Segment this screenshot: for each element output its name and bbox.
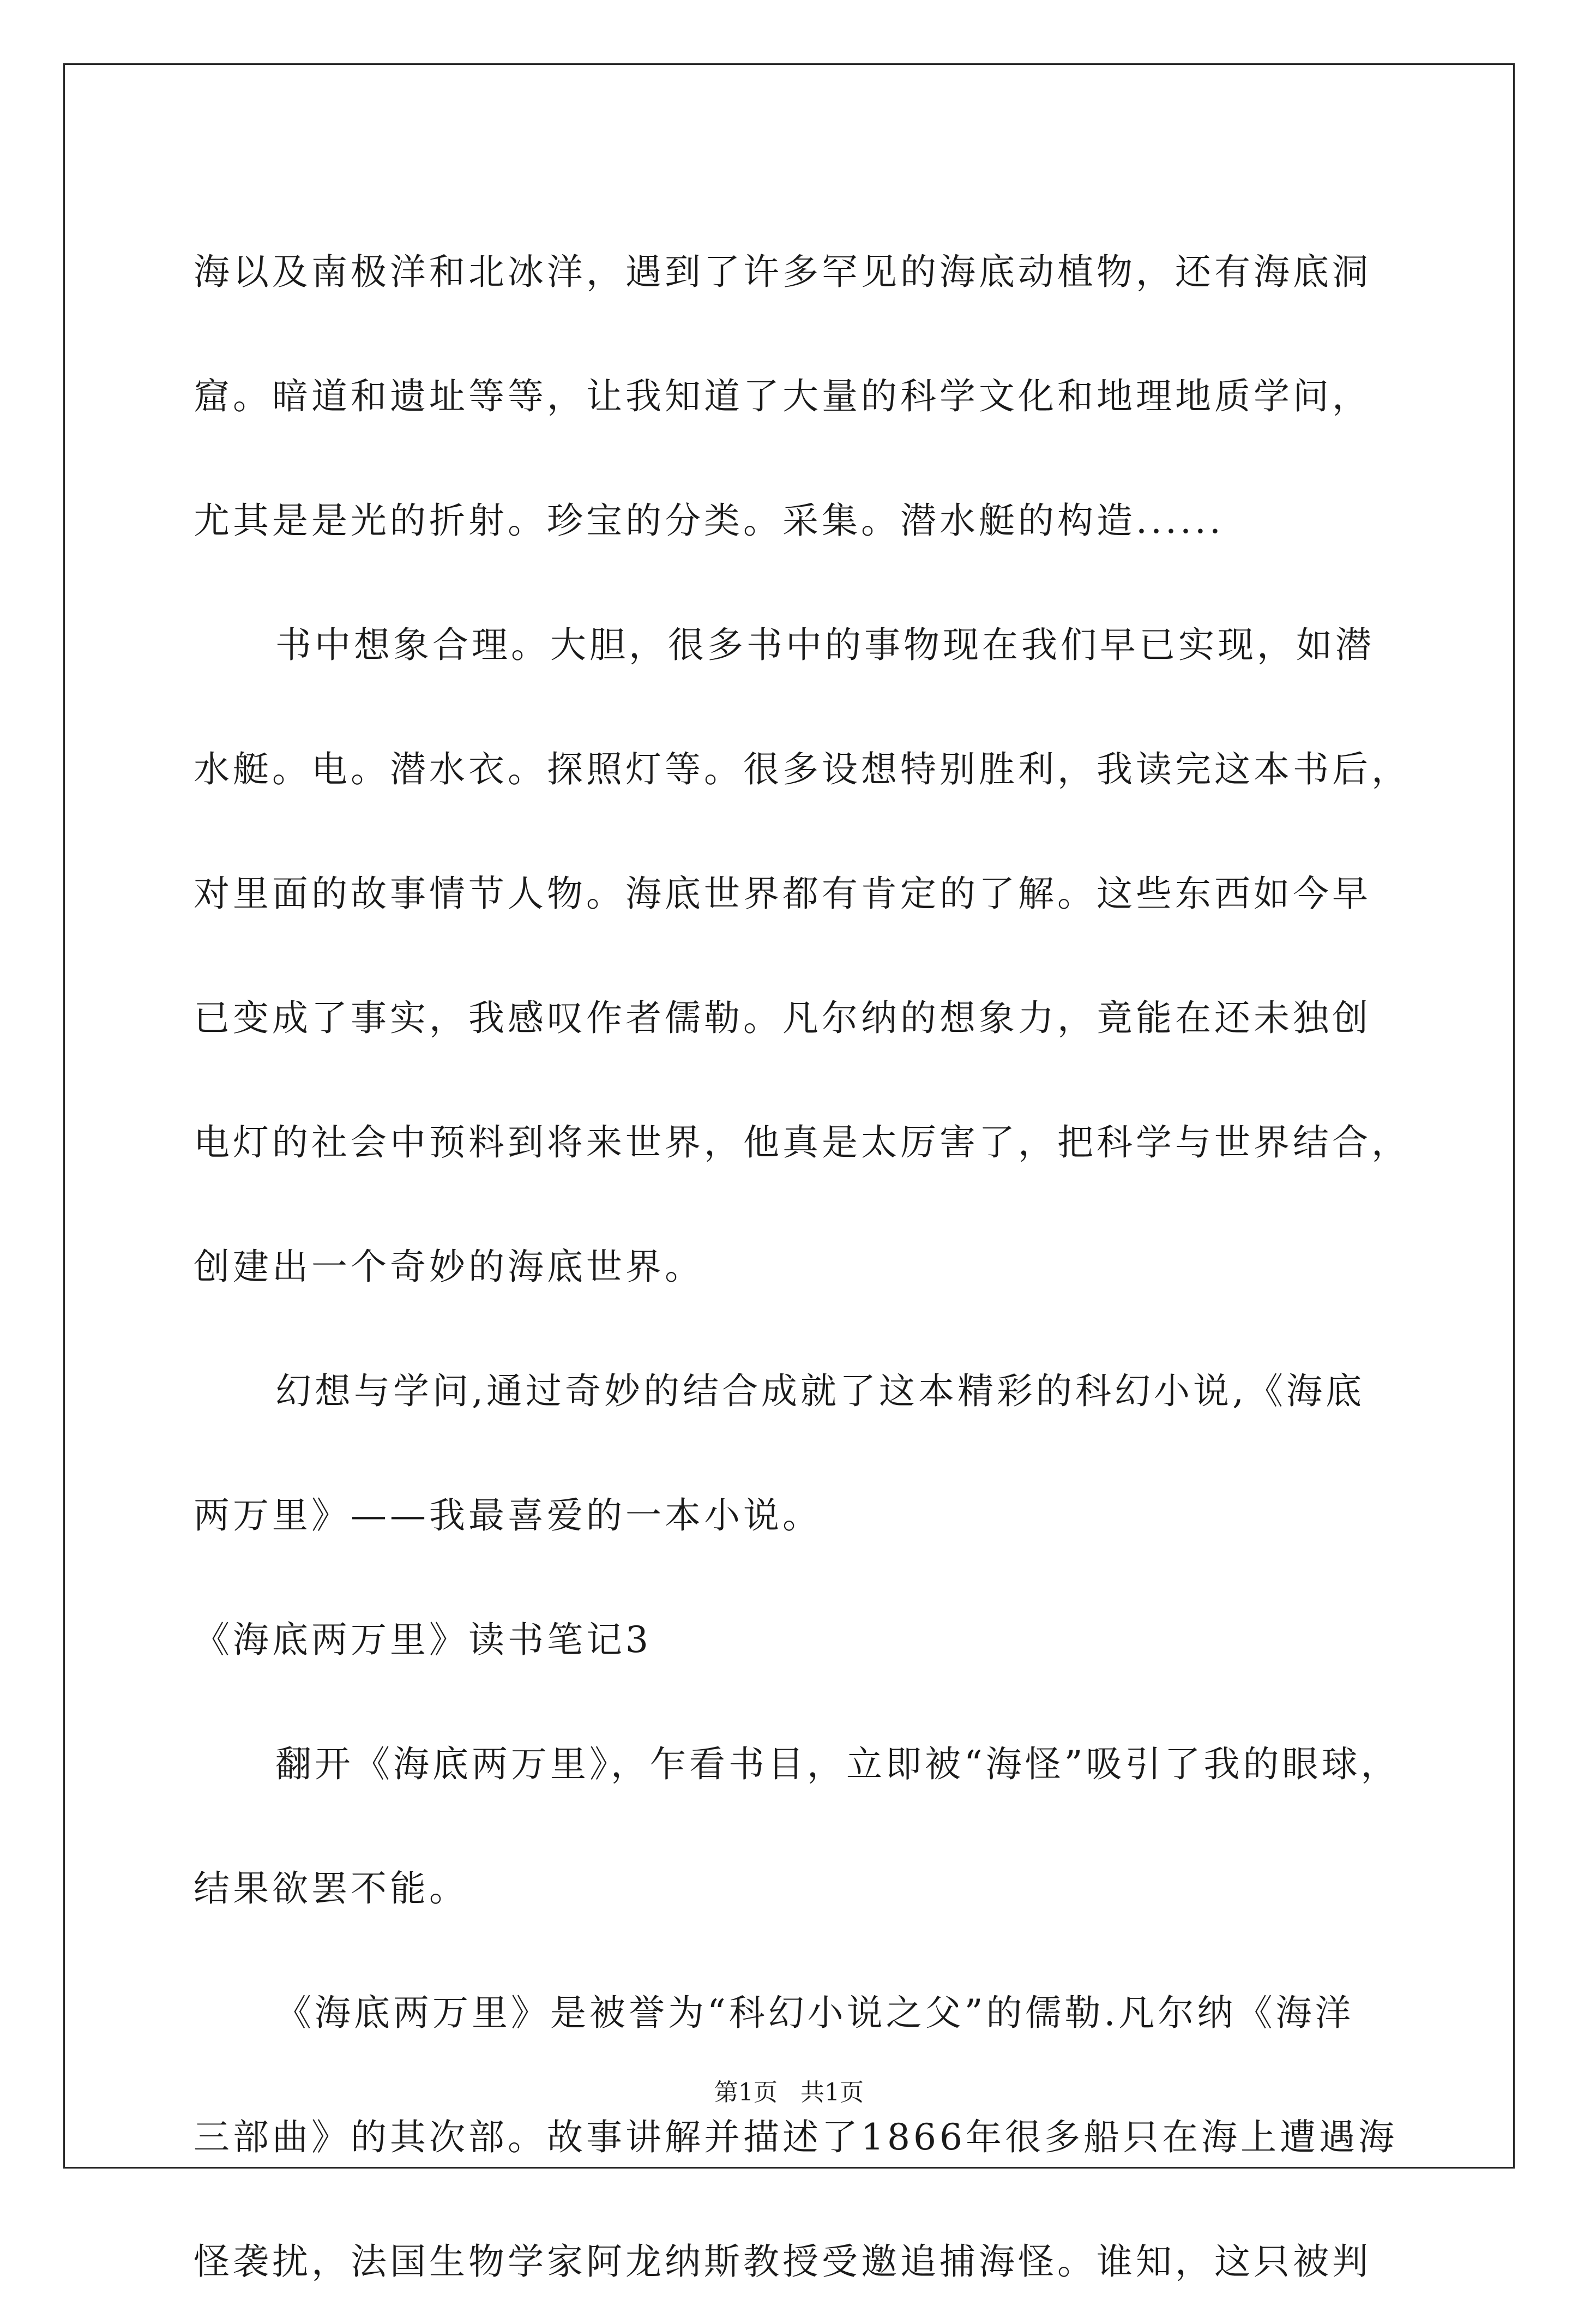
- text-line: 怪袭扰，法国生物学家阿龙纳斯教授受邀追捕海怪。谁知，这只被判: [194, 2241, 1371, 2283]
- paragraph-2: [194, 583, 1411, 1329]
- text-line: 翻开《海底两万里》，乍看书目，立即被“海怪”吸引了我的眼球，: [275, 1743, 1400, 1785]
- text-line: 两万里》——我最喜爱的一本小说。: [194, 1494, 822, 1536]
- text-line: 尤其是是光的折射。珍宝的分类。采集。潜水艇的构造......: [194, 500, 1224, 542]
- section-heading: 《海底两万里》读书笔记3: [194, 1619, 652, 1661]
- text-line: 《海底两万里》是被誉为“科幻小说之父”的儒勒.凡尔纳《海洋: [275, 1992, 1354, 2034]
- text-line: 海以及南极洋和北冰洋，遇到了许多罕见的海底动植物，还有海底洞: [194, 251, 1371, 293]
- text-line: 书中想象合理。大胆，很多书中的事物现在我们早已实现，如潜: [275, 624, 1375, 666]
- text-line: 窟。暗道和遗址等等，让我知道了大量的科学文化和地理地质学问，: [194, 375, 1371, 417]
- paragraph-3: [194, 1329, 1393, 1578]
- paragraph-4: [194, 1702, 1400, 1951]
- text-line: 结果欲罢不能。: [194, 1867, 468, 1909]
- page-footer: 第1页 共1页: [714, 2079, 864, 2106]
- text-line: 对里面的故事情节人物。海底世界都有肯定的了解。这些东西如今早: [194, 873, 1371, 915]
- paragraph-5: [194, 1951, 1398, 2324]
- text-line: 水艇。电。潜水衣。探照灯等。很多设想特别胜利，我读完这本书后，: [194, 748, 1411, 790]
- text-line: 已变成了事实，我感叹作者儒勒。凡尔纳的想象力，竟能在还未独创: [194, 997, 1371, 1039]
- text-line: 三部曲》的其次部。故事讲解并描述了1866年很多船只在海上遭遇海: [194, 2116, 1398, 2158]
- text-line: 电灯的社会中预料到将来世界，他真是太厉害了，把科学与世界结合，: [194, 1121, 1411, 1163]
- text-line: 创建出一个奇妙的海底世界。: [194, 1246, 704, 1288]
- document-body: [194, 210, 1411, 2324]
- paragraph-1: [194, 210, 1393, 583]
- text-line: 幻想与学问,通过奇妙的结合成就了这本精彩的科幻小说,《海底: [275, 1370, 1365, 1412]
